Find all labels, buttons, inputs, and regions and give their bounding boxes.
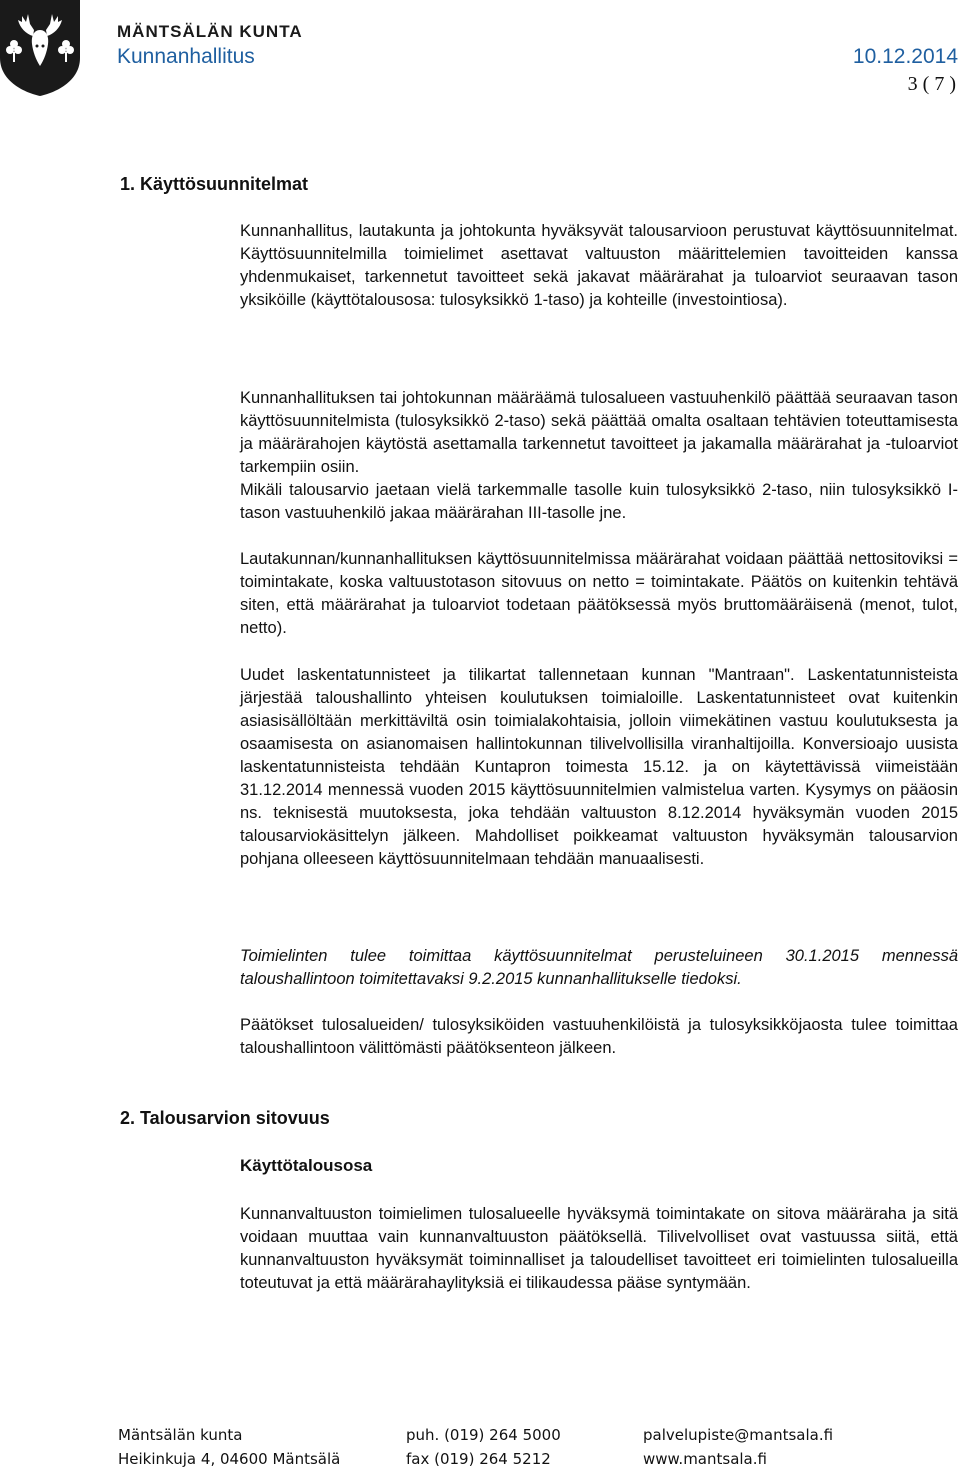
footer-website-link[interactable]: www.mantsala.fi [643,1450,767,1468]
paragraph: Uudet laskentatunnisteet ja tilikartat tallennetaan kunnan "Mantraan". Laskentatunnisteista järjestää taloushallinto yhteisen koulutuksen toimialoille. Laskentatunnisteet ovat kuitenkin asiasisällöltään merkittäviltä osin toimialakohtaisia, jolloin viimekätinen vastuu koulutuksesta ja osaamisesta on asianomaisen hallintokunnan tilivelvollisilla viranhaltijoilla. Konversioajo uusista laskentatunnisteista tehdään Kuntapron toimesta 15.12. ja on käytettävissä viimeistään 31.12.2014 mennessä vuoden 2015 käyttösuunnitelmien valmistelua varten. Kysymys on pääosin ns. teknisestä muutoksesta, joka tehdään valtuuston 8.12.2014 hyväksymän vuoden 2015 talousarviokäsittelyn jälkeen. Mahdolliset poikkeamat valtuuston hyväksymän talousarvion pohjana olleeseen käyttösuunnitelmaan tehdään manuaalisesti. [240,666,958,868]
paragraph: Kunnanhallitus, lautakunta ja johtokunta hyväksyvät talousarvioon perustuvat käyttösuunnitelmat. Käyttösuunnitelmilla toimielimet asettavat valtuuston määrittelemien tavoitteiden kanssa yhdenmukaiset, tarkennetut tavoitteet sekä jakavat määrärahat ja tuloarviot seuraavan tason yksiköille (käyttötalousosa: tulosyksikkö 1-taso) ja kohteille (investointiosa). [240,222,958,309]
paragraph: Päätökset tulosalueiden/ tulosyksiköiden vastuuhenkilöistä ja tulosyksikköjaosta tulee toimittaa taloushallintoon välittömästi päätöksenteon jälkeen. [240,1016,958,1057]
paragraph: Lautakunnan/kunnanhallituksen käyttösuunnitelmissa määrärahat voidaan päättää nettositoviksi = toimintakate, koska valtuustotason sitovuus on netto = toimintakate. Päätös on kuitenkin tehtävä siten, että määrärahat ja tuloarviot todetaan päätöksessä myös bruttomääräisenä (menot, tulot, netto). [240,550,958,637]
department-name: Kunnanhallitus [117,45,255,68]
footer-phone: puh. (019) 264 5000 [406,1426,561,1444]
subsection-heading: Käyttötalousosa [240,1156,373,1175]
paragraph: Kunnanhallituksen tai johtokunnan määräämä tulosalueen vastuuhenkilö päättää seuraavan tason käyttösuunnitelmista (tulosyksikkö 2-taso) sekä päättää omalta osaltaan tehtävien toteuttamisesta ja määrärahojen käytöstä asettamalla tarkennetut tavoitteet ja jakamalla määrärahat ja -tuloarviot tarkempiin osiin. [240,389,958,476]
footer-email-link[interactable]: palvelupiste@mantsala.fi [643,1426,834,1444]
footer-fax: fax (019) 264 5212 [406,1450,551,1468]
organization-name: MÄNTSÄLÄN KUNTA [117,22,303,41]
page-number: 3 ( 7 ) [907,73,956,95]
section-1-heading: 1. Käyttösuunnitelmat [120,174,309,194]
municipal-crest-logo [0,0,80,96]
paragraph: Kunnanvaltuuston toimielimen tulosalueelle hyväksymä toimintakate on sitova määräraha ja sitä voidaan muuttaa vain kunnanvaltuuston päätöksellä. Tilivelvolliset ovat vastuussa siitä, että kunnanvaltuuston hyväksymät toiminnalliset ja taloudelliset tavoitteet eri toimielinten tulosalueilla toteutuvat ja että määrärahaylityksiä ei tilikaudessa pääse syntymään. [240,1205,958,1292]
footer-organization: Mäntsälän kunta [118,1426,243,1444]
footer-address: Heikinkuja 4, 04600 Mäntsälä [118,1450,341,1468]
section-2-heading: 2. Talousarvion sitovuus [120,1108,330,1128]
document-date: 10.12.2014 [852,45,958,68]
paragraph: Mikäli talousarvio jaetaan vielä tarkemmalle tasolle kuin tulosyksikkö 2-taso, niin tulosyksikkö I-tason vastuuhenkilö jakaa määrärahan III-tasolle jne. [240,481,958,522]
italic-paragraph: Toimielinten tulee toimittaa käyttösuunnitelmat perusteluineen 30.1.2015 mennessä taloushallintoon toimitettavaksi 9.2.2015 kunnanhallitukselle tiedoksi. [240,947,958,988]
